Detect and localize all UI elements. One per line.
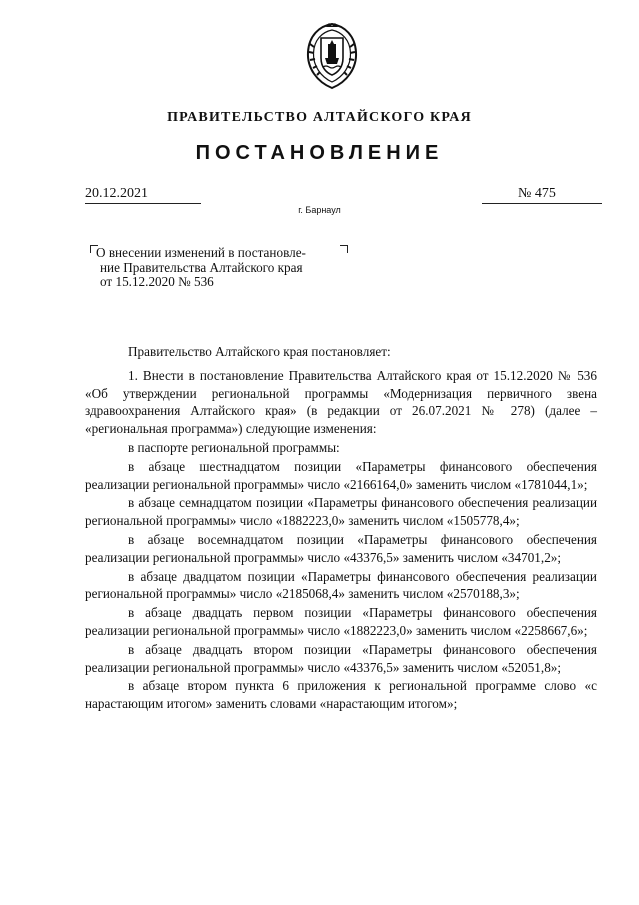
document-subject xyxy=(96,246,354,290)
body-paragraph: в абзаце двадцатом позиции «Параметры финансового обеспечения реализации региональной программы» число «2185068,4» заменить числом «2570188,3»; xyxy=(85,568,597,602)
document-type-title: ПОСТАНОВЛЕНИЕ xyxy=(195,142,444,164)
body-paragraph: в абзаце двадцать первом позиции «Параметры финансового обеспечения реализации региональной программы» число «1882223,0» заменить числом «2258667,6»; xyxy=(85,605,597,638)
body-paragraph: в абзаце семнадцатом позиции «Параметры финансового обеспечения реализации региональной программы» число «1882223,0» заменить числом «1505778,4»; xyxy=(85,495,597,529)
body-paragraph: в абзаце втором пункта 6 приложения к региональной программе слово «с нарастающим итогом» заменить словами «нарастающим итогом»; xyxy=(85,678,597,712)
organization-name: ПРАВИТЕЛЬСТВО АЛТАЙСКОГО КРАЯ xyxy=(167,110,472,125)
coat-of-arms-icon xyxy=(301,22,363,90)
body-paragraph: в абзаце двадцать втором позиции «Параметры финансового обеспечения реализации региональной программы» число «43376,5» заменить числом «52051,8»; xyxy=(85,641,597,675)
subject-line: от 15.12.2020 № 536 xyxy=(100,274,214,290)
body-paragraph: в абзаце шестнадцатом позиции «Параметры финансового обеспечения реализации региональной программы» число «2166164,0» заменить числом «1781044,1»; xyxy=(85,458,597,492)
document-city: г. Барнаул xyxy=(298,205,341,215)
body-paragraph: в абзаце восемнадцатом позиции «Параметры финансового обеспечения реализации региональной программы» число «43376,5» заменить числом «34701,2»; xyxy=(85,531,597,565)
document-date: 20.12.2021 xyxy=(85,186,201,204)
body-intro: Правительство Алтайского края постановляет: xyxy=(128,344,391,359)
subject-line: ние Правительства Алтайского края xyxy=(100,259,303,275)
subject-line: О внесении изменений в постановле- xyxy=(96,245,306,260)
body-paragraph: 1. Внести в постановление Правительства Алтайского края от 15.12.2020 № 536 «Об утверждении региональной программы «Модернизация первичного звена здравоохранения Алтайского края» (в редакции от 26.07.2021 № 278) (далее – «региональная программа») следующие изменения: xyxy=(85,367,597,437)
body-paragraph: в паспорте региональной программы: xyxy=(128,439,340,455)
document-body xyxy=(85,343,597,714)
document-number: № 475 xyxy=(482,186,602,204)
